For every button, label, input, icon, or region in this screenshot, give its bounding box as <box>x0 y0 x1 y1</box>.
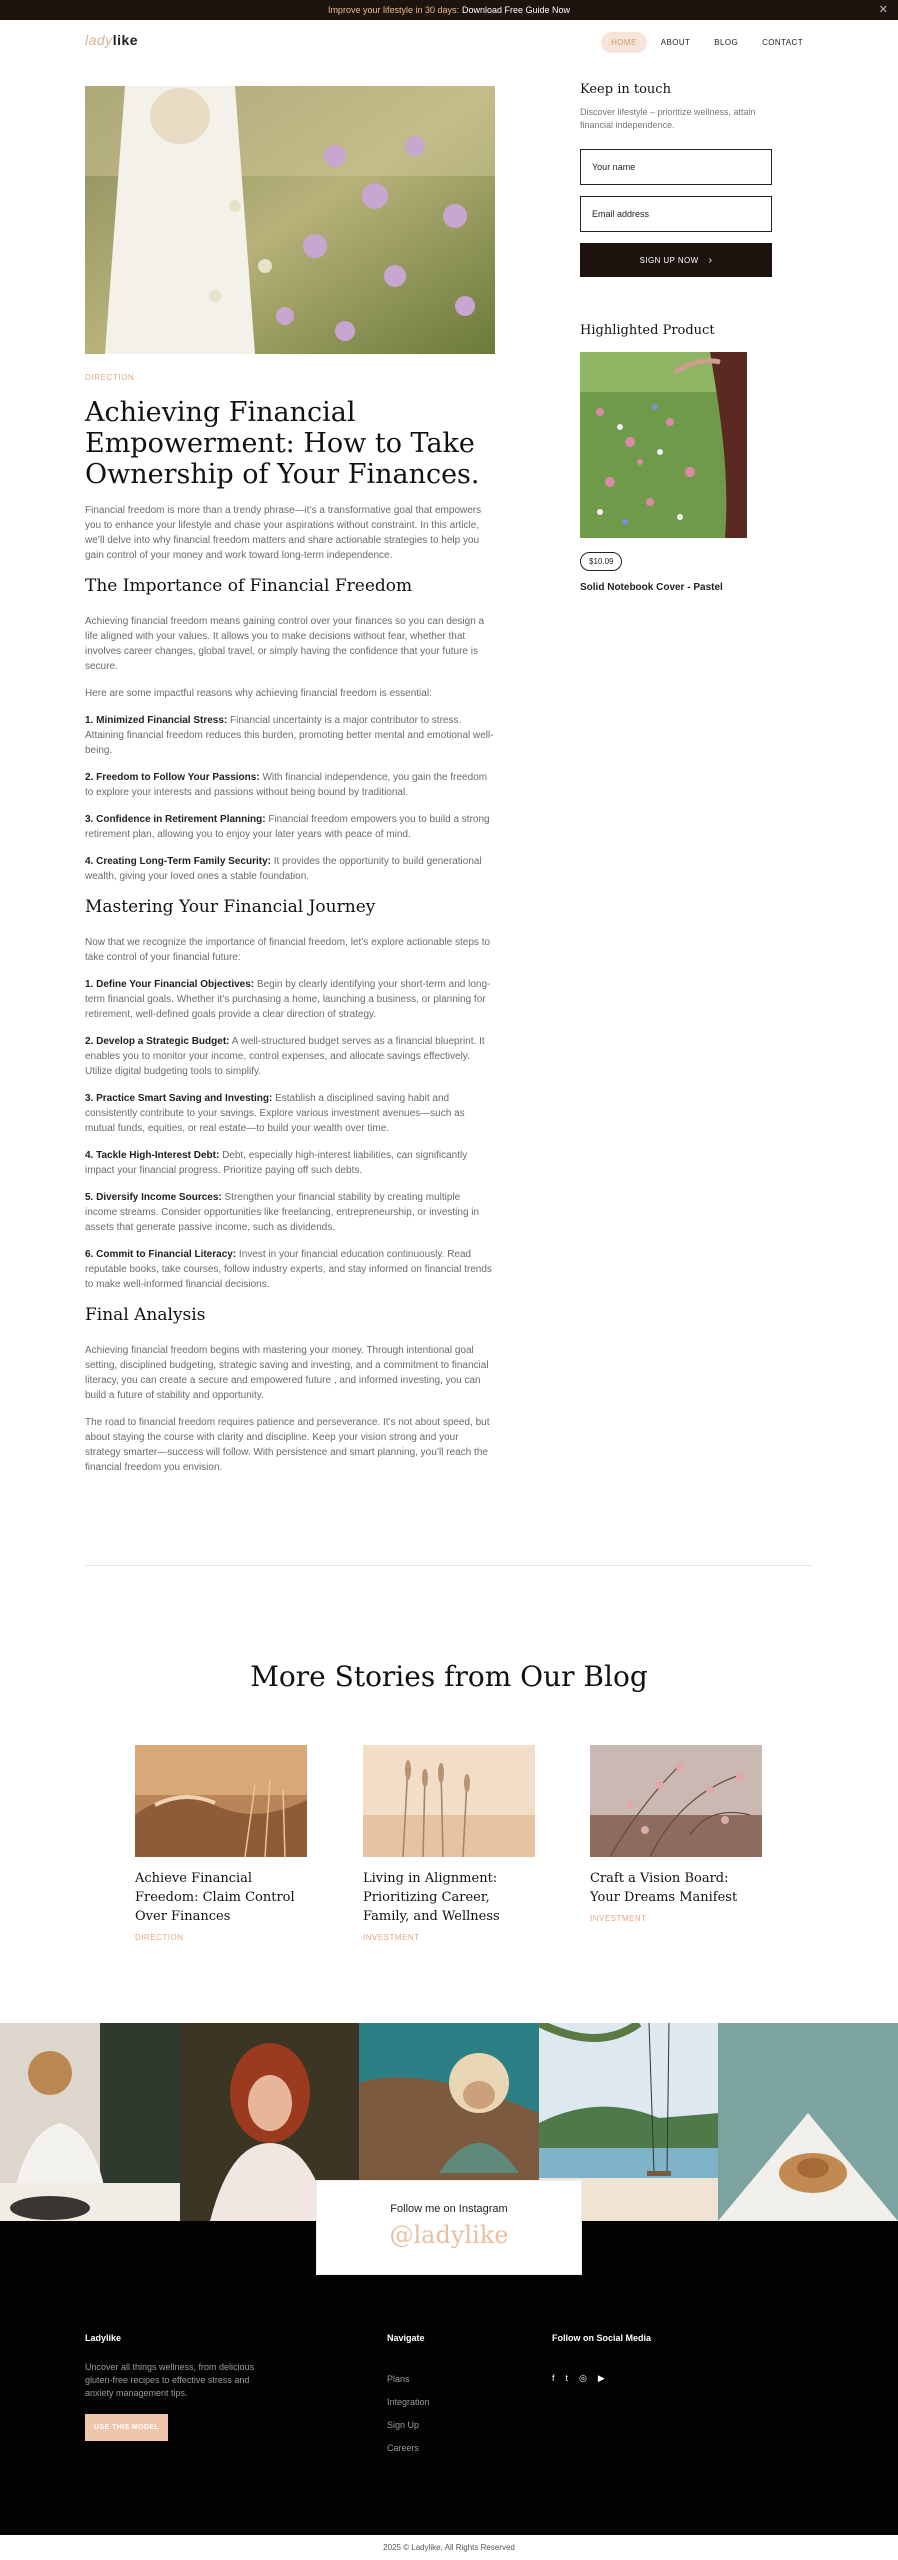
list-item: 2. Freedom to Follow Your Passions: With financial independence, you gain the freedom to explore your interests and passions without being bound by traditional. <box>85 772 488 798</box>
blog-card-category[interactable]: DIRECTION <box>135 1933 184 1942</box>
paragraph: Achieving financial freedom means gaining control over your finances so you can design a life aligned with your values. It allows you to make decisions without fear, whether that involves career changes, global travel, or simply having the confidence that your future is secure. <box>85 616 485 672</box>
paragraph: Achieving financial freedom begins with mastering your money. Through intentional goal setting, disciplined budgeting, strategic saving and investing, and a commitment to financial literacy, you can create a secure and empowered future , and informed investing, you can build a future of stability and opportunity. <box>85 1345 489 1401</box>
list-item: 1. Define Your Financial Objectives: Begin by clearly identifying your short-term and long-term financial goals. Whether it’s purchasing a home, launching a business, or planning for retirement, well-defined goals provide a clear direction of strategy. <box>85 979 491 1020</box>
footer-link-integration[interactable]: Integration <box>387 2397 430 2407</box>
list-item: 4. Tackle High-Interest Debt: Debt, especially high-interest liabilities, can significantly impact your financial progress. Prioritize paying off such debts. <box>85 1150 468 1176</box>
footer-link-signup[interactable]: Sign Up <box>387 2420 420 2430</box>
blog-card[interactable] <box>590 1745 762 1923</box>
youtube-icon[interactable]: ▶ <box>597 2373 605 2383</box>
instagram-follow-box[interactable] <box>317 2181 581 2274</box>
paragraph: Now that we recognize the importance of financial freedom, let’s explore actionable steps to take control of your financial future: <box>85 937 491 963</box>
footer-desc: Uncover all things wellness, from delicious gluten-free recipes to effective stress and anxiety management tips. <box>85 2362 255 2398</box>
blog-card-title[interactable]: Living in Alignment: Prioritizing Career, Family, and Wellness <box>363 1871 500 1924</box>
highlighted-product-title: Highlighted Product <box>580 323 715 338</box>
logo[interactable]: ladylike <box>85 32 139 48</box>
blog-card[interactable] <box>135 1745 307 1942</box>
blog-card-title[interactable]: Craft a Vision Board: Your Dreams Manifest <box>590 1871 738 1905</box>
footer-nav <box>387 2333 430 2466</box>
nav-home[interactable]: HOME <box>601 32 647 53</box>
price-badge: $10.09 <box>580 552 622 571</box>
divider <box>85 1565 813 1566</box>
list-item: 1. Minimized Financial Stress: Financial uncertainty is a major contributor to stress. Attaining financial freedom reduces this burden, promoting better mental and emotional well-being. <box>85 715 494 756</box>
section-heading: The Importance of Financial Freedom <box>85 576 413 596</box>
announcement-link[interactable]: Download Free Guide Now <box>462 5 571 15</box>
nav-contact[interactable]: CONTACT <box>762 38 803 47</box>
footer-social-heading: Follow on Social Media <box>552 2333 652 2343</box>
name-input[interactable]: Your name <box>580 149 772 185</box>
chevron-right-icon: › <box>708 254 713 266</box>
site-header <box>0 20 898 68</box>
blog-card-title[interactable]: Achieve Financial Freedom: Claim Control Over Finances <box>135 1871 295 1924</box>
article-title: Achieving Financial Empowerment: How to Take Ownership of Your Finances. <box>85 397 480 490</box>
instagram-follow-label: Follow me on Instagram <box>390 2203 508 2215</box>
newsletter-desc: Discover lifestyle – prioritize wellness, attain financial independence. <box>580 107 756 130</box>
twitter-icon[interactable]: t <box>565 2373 569 2383</box>
sidebar <box>580 82 772 593</box>
list-item: 5. Diversify Income Sources: Strengthen your financial stability by creating multiple income streams. Consider opportunities like freelancing, entrepreneurship, or investing in assets that generate passive income, such as dividends. <box>85 1192 480 1233</box>
more-stories-title: More Stories from Our Blog <box>250 1660 648 1693</box>
paragraph: Here are some impactful reasons why achieving financial freedom is essential: <box>85 688 432 699</box>
section-heading: Mastering Your Financial Journey <box>85 897 376 917</box>
newsletter-title: Keep in touch <box>580 82 671 97</box>
product-name[interactable]: Solid Notebook Cover - Pastel <box>580 582 723 593</box>
announcement-highlight: Improve your lifestyle in 30 days: <box>327 5 459 15</box>
footer-brand: Ladylike <box>85 2333 122 2343</box>
nav-blog[interactable]: BLOG <box>714 38 739 47</box>
use-model-button[interactable]: USE THIS MODEL <box>85 2414 168 2441</box>
hero-image <box>85 86 495 354</box>
instagram-icon[interactable]: ◎ <box>579 2373 587 2383</box>
list-item: 6. Commit to Financial Literacy: Invest in your financial education continuously. Read reputable books, take courses, follow industry experts, and stay informed on financial trends to make well-informed financial decisions. <box>85 1249 492 1290</box>
footer-nav-heading: Navigate <box>387 2333 425 2343</box>
product-image[interactable] <box>580 352 747 538</box>
list-item: 3. Confidence in Retirement Planning: Financial freedom empowers you to build a strong retirement plan, allowing you to enjoy your later years with peace of mind. <box>85 814 490 840</box>
article-intro: Financial freedom is more than a trendy phrase—it’s a transformative goal that empowers you to enhance your lifestyle and chase your aspirations without constraint. In this article, we’ll delve into why financial freedom matters and share actionable strategies to help you gain control of your money and work toward long-term independence. <box>85 505 482 561</box>
blog-card[interactable] <box>363 1745 535 1942</box>
email-input[interactable]: Email address <box>580 196 772 232</box>
blog-card-image[interactable] <box>590 1745 762 1857</box>
footer-link-careers[interactable]: Careers <box>387 2443 420 2453</box>
list-item: 2. Develop a Strategic Budget: A well-structured budget serves as a financial blueprint. It enables you to monitor your income, control expenses, and allocate savings effectively. Utilize digital budgeting tools to simplify. <box>85 1036 485 1077</box>
signup-button[interactable]: SIGN UP NOW › <box>580 243 772 277</box>
copyright: 2025 © Ladylike, All Rights Reserved <box>0 2535 898 2560</box>
blog-card-image[interactable] <box>135 1745 307 1857</box>
instagram-handle[interactable]: @ladylike <box>389 2221 509 2249</box>
blog-card-category[interactable]: INVESTMENT <box>363 1933 420 1942</box>
list-item: 3. Practice Smart Saving and Investing: Establish a disciplined saving habit and consistently contribute to your savings. Explore various investment avenues—such as mutual funds, equities, or real estate—to build your wealth over time. <box>85 1093 465 1134</box>
announcement-bar <box>0 0 898 20</box>
footer-link-plans[interactable]: Plans <box>387 2374 410 2384</box>
footer-about <box>85 2333 275 2441</box>
paragraph: The road to financial freedom requires patience and perseverance. It’s not about speed, but about staying the course with clarity and discipline. Keep your vision strong and your strategy smarter—success will follow. With persistence and smart planning, you’ll reach the financial freedom you envision. <box>85 1417 490 1473</box>
facebook-icon[interactable]: f <box>552 2373 555 2383</box>
list-item: 4. Creating Long-Term Family Security: It provides the opportunity to build generational wealth, giving your loved ones a stable foundation. <box>85 856 482 882</box>
footer-social <box>552 2333 651 2384</box>
nav-about[interactable]: ABOUT <box>660 38 691 47</box>
blog-card-category[interactable]: INVESTMENT <box>590 1914 647 1923</box>
article-category[interactable]: DIRECTION <box>85 373 135 382</box>
close-icon[interactable]: ✕ <box>878 4 888 16</box>
blog-card-image[interactable] <box>363 1745 535 1857</box>
instagram-photo[interactable] <box>718 2023 898 2221</box>
instagram-photo[interactable] <box>0 2023 180 2221</box>
main-nav <box>601 32 813 53</box>
section-heading: Final Analysis <box>85 1305 206 1325</box>
article-body <box>85 503 495 1487</box>
